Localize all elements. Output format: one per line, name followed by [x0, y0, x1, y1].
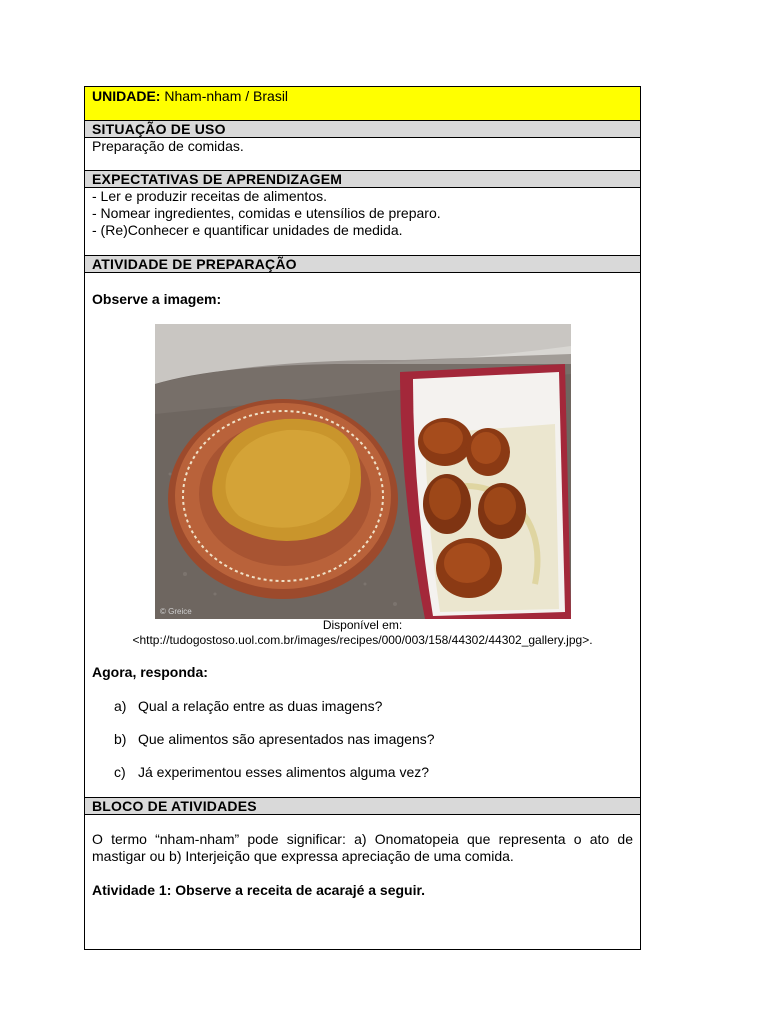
question-letter: c) [114, 764, 126, 780]
unidade-value: Nham-nham / Brasil [160, 88, 289, 104]
observe-prompt: Observe a imagem: [92, 291, 222, 307]
question-text: Qual a relação entre as duas imagens? [138, 698, 383, 714]
atividade-1-heading: Atividade 1: Observe a receita de acarajé a seguir. [92, 882, 426, 898]
unidade-row [85, 87, 640, 121]
question-text: Que alimentos são apresentados nas imagens? [138, 731, 435, 747]
bloco-section [85, 815, 640, 949]
expectativa-item: - Nomear ingredientes, comidas e utensílios de preparo. [92, 205, 441, 221]
photo-caption-url: <http://tudogostoso.uol.com.br/images/recipes/000/003/158/44302/44302_gallery.jpg>. [132, 633, 593, 647]
bloco-paragraph: O termo “nham-nham” pode significar: a) Onomatopeia que representa o ato de mastigar ou b) Interjeição que expressa apreciação de uma comida. [92, 831, 633, 864]
situacao-header: SITUAÇÃO DE USO [85, 121, 640, 138]
expectativa-item: - (Re)Conhecer e quantificar unidades de medida. [92, 222, 403, 238]
photo-caption-line1: Disponível em: [322, 618, 403, 632]
expectativas-list [85, 188, 640, 256]
question-c [114, 764, 429, 780]
photo-watermark: © Greice [160, 607, 192, 616]
bloco-header: BLOCO DE ATIVIDADES [85, 798, 640, 815]
preparacao-header: ATIVIDADE DE PREPARAÇÃO [85, 256, 640, 273]
question-letter: b) [114, 731, 127, 747]
preparacao-section [85, 273, 640, 798]
answer-prompt: Agora, responda: [92, 664, 208, 680]
lesson-plan-table [84, 86, 641, 950]
food-photo [155, 324, 571, 619]
situacao-text: Preparação de comidas. [85, 138, 640, 171]
question-letter: a) [114, 698, 127, 714]
unidade-label: UNIDADE: [92, 88, 161, 104]
question-a [114, 698, 382, 714]
expectativas-header: EXPECTATIVAS DE APRENDIZAGEM [85, 171, 640, 188]
expectativa-item: - Ler e produzir receitas de alimentos. [92, 188, 327, 204]
question-b [114, 731, 435, 747]
question-text: Já experimentou esses alimentos alguma vez? [138, 764, 430, 780]
